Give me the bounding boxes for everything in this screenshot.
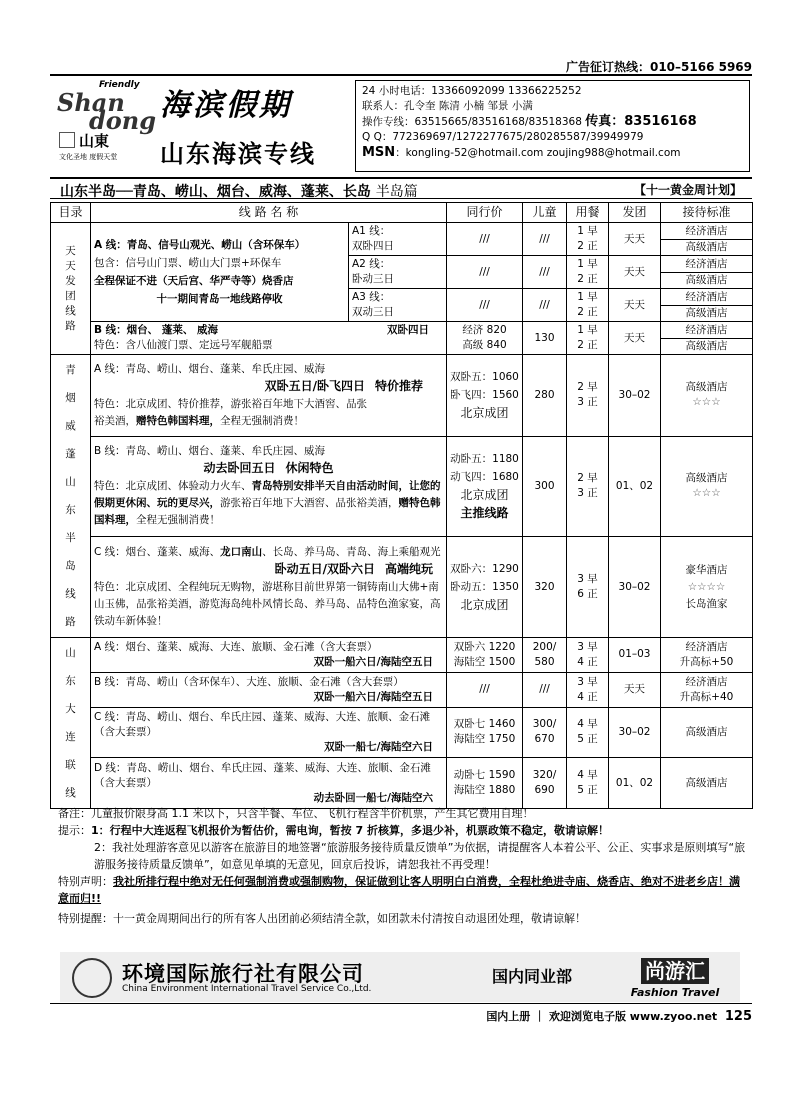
group-label-3: 山东大连联线 [51, 638, 91, 809]
group-label-2: 青烟威蓬山东半岛线路 [51, 355, 91, 638]
route-table [50, 202, 753, 809]
child-cell: 280 [523, 355, 567, 437]
region-header [50, 177, 752, 199]
standard-cell: 经济酒店 高级酒店 [661, 256, 753, 289]
col-header: 同行价 [447, 203, 523, 223]
route-desc: B 线：青岛、崂山、烟台、蓬莱、牟氏庄园、威海 动去卧回五日 休闲特色 特色：北京成团、体验动力火车、青岛特别安排半天自由活动时间，让您的假期更休闲、玩的更尽兴，游张裕百年地下大酒窖、品张裕美酒，赠特色韩国料理，全程无强制消费！ [91, 436, 447, 537]
standard-cell: 经济酒店 升高标+40 [661, 672, 753, 707]
standard-cell: 高级酒店 [661, 707, 753, 758]
region-suffix: 半岛篇 [375, 184, 418, 200]
page-number: 125 [724, 1009, 752, 1024]
ad-hotline: 广告征订热线：010–5166 5969 [565, 60, 752, 74]
standard-cell: 高级酒店 ☆☆☆ [661, 436, 753, 537]
child-cell: 320/ 690 [523, 758, 567, 809]
contact-msn [362, 145, 743, 161]
table-row [51, 322, 753, 355]
logo-shandong-cn: 山東 [79, 132, 110, 150]
departure-cell: 天天 [609, 289, 661, 322]
route-b-desc: B 线：烟台、 蓬莱、 威海 双卧四日 特色：含八仙渡门票、定远号军舰船票 [91, 322, 447, 355]
contact-box [355, 80, 750, 172]
departure-cell: 天天 [609, 223, 661, 256]
route-a-title: A 线：青岛、信号山观光、崂山（含环保车） [94, 239, 306, 251]
price-cell: 双卧七 1460 海陆空 1750 [447, 707, 523, 758]
col-header: 发团 [609, 203, 661, 223]
contact-phone: 24 小时电话：13366092099 13366225252 [362, 85, 582, 97]
brand-title: 海滨假期 [160, 88, 292, 123]
company-name-en: China Environment International Travel Service Co.,Ltd. [122, 984, 372, 994]
meal-cell: 1 早 2 正 [567, 322, 609, 355]
note-tip-2: 2：我社处理游客意见以游客在旅游目的地签署“旅游服务接待质量反馈单”为依据，请提醒客人本着公平、公正、实事求是原则填写“旅游服务接待质量反馈单”，如意见单填的无意见，回京后投诉，请恕我社不再受理！ [94, 841, 746, 871]
seal-icon [59, 132, 75, 148]
standard-cell: 豪华酒店 ☆☆☆☆ 长岛渔家 [661, 537, 753, 638]
star-rating: ☆☆☆ [692, 487, 721, 500]
top-divider [50, 74, 752, 76]
departure-cell: 30–02 [609, 707, 661, 758]
logo-shan: Shan [57, 88, 125, 117]
contact-people: 联系人：孔令奎 陈清 小楠 邹景 小满 [362, 100, 533, 112]
sub-route: A2 线： 卧动三日 [349, 256, 447, 289]
price-cell: 经济 820 高级 840 [447, 322, 523, 355]
meal-cell: 3 早 4 正 [567, 672, 609, 707]
msn-label: MSN [362, 145, 396, 160]
standard-cell: 高级酒店 ☆☆☆ [661, 355, 753, 437]
footer-text: 国内上册 ｜ 欢迎浏览电子版 www.zyoo.net [486, 1010, 718, 1023]
departure-cell: 01、02 [609, 436, 661, 537]
logo-dong: dong [89, 106, 157, 135]
shandong-logo [55, 80, 157, 168]
meal-cell: 2 早 3 正 [567, 436, 609, 537]
child-cell: /// [523, 672, 567, 707]
departure-cell: 01、02 [609, 758, 661, 809]
child-cell: 300 [523, 436, 567, 537]
col-header: 儿童 [523, 203, 567, 223]
price-cell: 双卧五：1060 卧飞四：1560 北京成团 [447, 355, 523, 437]
fashion-travel-logo [620, 955, 730, 999]
logo-friendly: Friendly [99, 80, 140, 90]
route-desc: A 线：青岛、崂山、烟台、蓬莱、牟氏庄园、威海 双卧五日/卧飞四日 特价推荐 特色：北京成团、特价推荐，游张裕百年地下大酒窖、品张 裕美酒，赠特色韩国料理，全程无强制消费！ [91, 355, 447, 437]
route-desc: C 线：青岛、崂山、烟台、牟氏庄园、蓬莱、威海、大连、旅顺、金石滩（含大套票） 双卧一船七/海陆空六日 [91, 707, 447, 758]
fashion-cn: 尚游汇 [641, 958, 709, 984]
col-header: 接待标准 [661, 203, 753, 223]
col-header: 线 路 名 称 [91, 203, 447, 223]
price-cell: /// [447, 223, 523, 256]
notes-section [58, 805, 748, 927]
star-rating: ☆☆☆☆ [687, 580, 726, 593]
child-cell: /// [523, 223, 567, 256]
route-desc: A 线：烟台、蓬莱、威海、大连、旅顺、金石滩（含大套票） 双卧一船六日/海陆空五日 [91, 638, 447, 673]
fax: 传真：83516168 [585, 114, 697, 129]
child-cell: 300/ 670 [523, 707, 567, 758]
sub-route: A1 线： 双卧四日 [349, 223, 447, 256]
company-emblem-icon [72, 958, 112, 998]
price-cell: /// [447, 256, 523, 289]
table-row [51, 707, 753, 758]
route-desc: D 线：青岛、崂山、烟台、牟氏庄园、蓬莱、威海、大连、旅顺、金石滩（含大套票） 动去卧回一船七/海陆空六 [91, 758, 447, 809]
star-rating: ☆☆☆ [692, 396, 721, 409]
departure-cell: 天天 [609, 672, 661, 707]
child-cell: 200/ 580 [523, 638, 567, 673]
standard-cell: 经济酒店 高级酒店 [661, 322, 753, 355]
departure-cell: 30–02 [609, 355, 661, 437]
meal-cell: 4 早 5 正 [567, 758, 609, 809]
route-desc: B 线：青岛、崂山（含环保车）、大连、旅顺、金石滩（含大套票） 双卧一船六日/海陆空五日 [91, 672, 447, 707]
departure-cell: 天天 [609, 256, 661, 289]
departure-cell: 30–02 [609, 537, 661, 638]
standard-cell: 经济酒店 升高标+50 [661, 638, 753, 673]
child-cell: /// [523, 289, 567, 322]
group-label-1: 天天发团线路 [51, 223, 91, 355]
price-cell: /// [447, 672, 523, 707]
meal-cell: 1 早 2 正 [567, 256, 609, 289]
price-cell: 双卧六：1290 卧动五：1350 北京成团 [447, 537, 523, 638]
sub-route: A3 线： 双动三日 [349, 289, 447, 322]
meal-cell: 3 早 4 正 [567, 638, 609, 673]
child-cell: 320 [523, 537, 567, 638]
note-reminder: 特别提醒：十一黄金周期间出行的所有客人出团前必须结清全款，如团款未付清按自动退团处理，敬请谅解！ [58, 912, 586, 925]
route-a-desc [91, 223, 349, 322]
table-row [51, 223, 753, 256]
price-cell: 动卧五：1180 动飞四：1680 北京成团 主推线路 [447, 436, 523, 537]
contact-qq: Q Q：772369697/1272277675/280285587/39949979 [362, 131, 644, 143]
brand-block [160, 80, 350, 170]
standard-cell: 经济酒店 高级酒店 [661, 289, 753, 322]
col-header: 用餐 [567, 203, 609, 223]
table-row [51, 537, 753, 638]
note-tip-1: 提示：1：行程中大连返程飞机报价为暂估价，需电询，暂按 7 折核算，多退少补，机票政策不稳定，敬请谅解！ [58, 824, 609, 837]
bottom-divider [50, 1003, 752, 1004]
meal-cell: 1 早 2 正 [567, 289, 609, 322]
table-row [51, 672, 753, 707]
departure-cell: 01–03 [609, 638, 661, 673]
table-row [51, 758, 753, 809]
child-cell: /// [523, 256, 567, 289]
company-footer [60, 952, 740, 1002]
table-header [51, 203, 753, 223]
meal-cell: 3 早 6 正 [567, 537, 609, 638]
meal-cell: 2 早 3 正 [567, 355, 609, 437]
fashion-en: Fashion Travel [630, 986, 720, 999]
standard-cell: 高级酒店 [661, 758, 753, 809]
note-children: 备注：儿童报价限身高 1.1 米以下，只含半餐、车位、飞机行程含半价机票，产生其它费用自理！ [58, 807, 534, 820]
logo-slogan: 文化圣地 度假天堂 [59, 153, 118, 161]
ops-lines: 操作专线：63515665/83516168/83518368 [362, 116, 586, 128]
meal-cell: 1 早 2 正 [567, 223, 609, 256]
page-footer [486, 1008, 752, 1024]
route-a-include: 包含：信号山门票、崂山大门票+环保车 [94, 257, 282, 269]
company-name: 环境国际旅行社有限公司 [122, 962, 364, 986]
table-row [51, 638, 753, 673]
meal-cell: 4 早 5 正 [567, 707, 609, 758]
price-cell: /// [447, 289, 523, 322]
department-name: 国内同业部 [492, 967, 573, 986]
price-cell: 动卧七 1590 海陆空 1880 [447, 758, 523, 809]
region-title: 山东半岛──青岛、崂山、烟台、威海、蓬莱、长岛 半岛篇 [60, 184, 418, 200]
route-desc: C 线：烟台、蓬莱、威海、龙口南山、长岛、养马岛、青岛、海上乘船观光 卧动五日/双卧六日 高端纯玩 特色：北京成团、全程纯玩无购物，游堪称目前世界第一铜铸南山大佛+南山玉佛，品张裕美酒，游览海岛纯朴风情长岛、养马岛、品特色渔家宴，高铁动车新体验！ [91, 537, 447, 638]
child-cell: 130 [523, 322, 567, 355]
route-a-notice: 十一期间青岛一地线路停收 [156, 293, 283, 305]
standard-cell: 经济酒店 高级酒店 [661, 223, 753, 256]
brand-subtitle: 山东海滨专线 [160, 139, 316, 168]
plan-label: 【十一黄金周计划】 [633, 183, 742, 197]
col-header: 目录 [51, 203, 91, 223]
route-a-guarantee: 全程保证不进（天后宫、华严寺等）烧香店 [94, 275, 294, 287]
departure-cell: 天天 [609, 322, 661, 355]
contact-ops [362, 114, 743, 130]
table-row [51, 436, 753, 537]
table-row [51, 355, 753, 437]
msn-values: ：kongling-52@hotmail.com zoujing988@hotmail.com [395, 147, 681, 159]
note-declaration: 特别声明：我社所排行程中绝对无任何强制消费或强制购物，保证做到让客人明明白白消费，全程杜绝进寺庙、烧香店、绝对不进老乡店！满意而归!! [58, 875, 740, 905]
price-cell: 双卧六 1220 海陆空 1500 [447, 638, 523, 673]
